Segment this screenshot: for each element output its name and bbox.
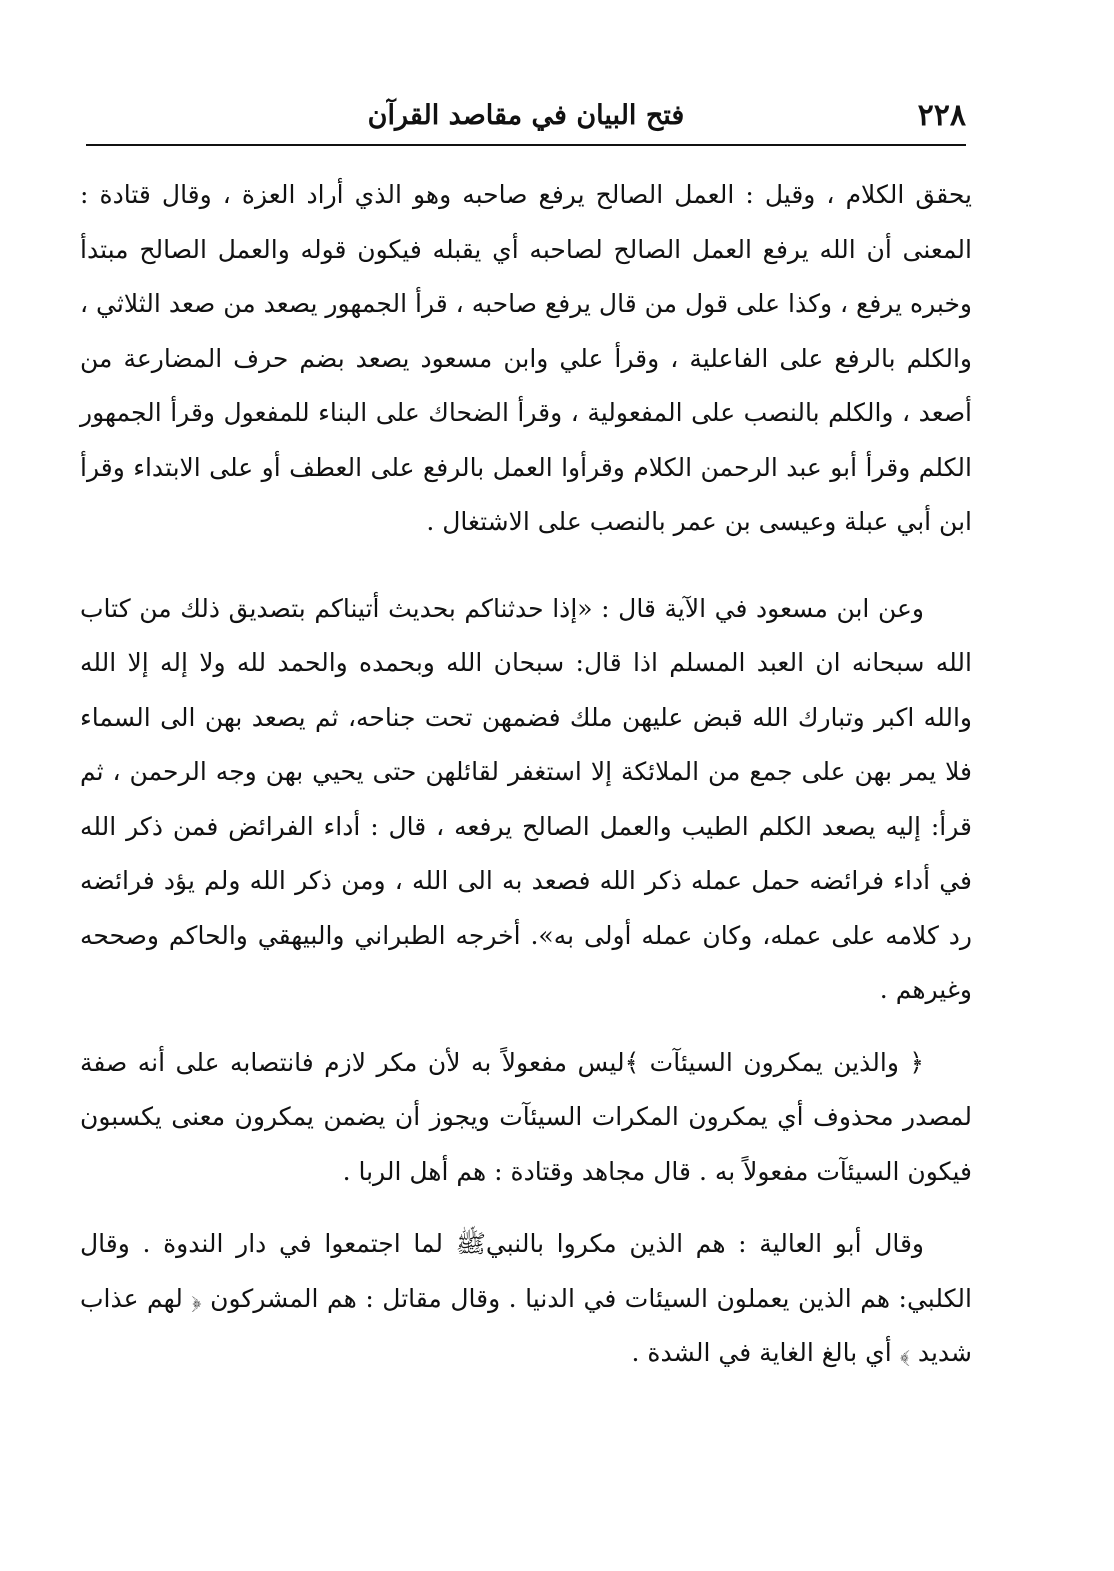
paragraph-2: وعن ابن مسعود في الآية قال : «إذا حدثناكم بحديث أتيناكم بتصديق ذلك من كتاب الله سبحانه ان العبد المسلم اذا قال: سبحان الله وبحمده والحمد لله ولا إله إلا الله والله اكبر وتبارك الله قبض عليهن ملك فضمهن تحت جناحه، ثم يصعد بهن الى السماء فلا يمر بهن على جمع من الملائكة إلا استغفر لقائلهن حتى يحيي بهن وجه الرحمن ، ثم قرأ: إليه يصعد الكلم الطيب والعمل الصالح يرفعه ، قال : أداء الفرائض فمن ذكر الله في أداء فرائضه حمل عمله ذكر الله فصعد به الى الله ، ومن ذكر الله ولم يؤد فرائضه رد كلامه على عمله، وكان عمله أولى به». أخرجه الطبراني والبيهقي والحاكم وصححه وغيرهم . — [80, 593, 972, 1004]
paragraph-4: وقال أبو العالية : هم الذين مكروا بالنبيﷺ لما اجتمعوا في دار الندوة . وقال الكلبي: هم الذين يعملون السيئات في الدنيا . وقال مقاتل : هم المشركون ﴿ لهم عذاب شديد ﴾ أي بالغ الغاية في الشدة . — [80, 1229, 972, 1367]
header-rule — [86, 144, 966, 146]
running-title: فتح البيان في مقاصد القرآن — [367, 100, 685, 131]
page-number: ٢٢٨ — [917, 98, 966, 133]
paragraph-3: ﴿ والذين يمكرون السيئآت ﴾ليس مفعولاً به لأن مكر لازم فانتصابه على أنه صفة لمصدر محذوف أي يمكرون المكرات السيئآت ويجوز أن يضمن يمكرون معنى يكسبون فيكون السيئآت مفعولاً به . قال مجاهد وقتادة : هم أهل الربا . — [80, 1047, 972, 1186]
paragraph-1: يحقق الكلام ، وقيل : العمل الصالح يرفع صاحبه وهو الذي أراد العزة ، وقال قتادة : المعنى أن الله يرفع العمل الصالح لصاحبه أي يقبله فيكون قوله والعمل الصالح مبتدأ وخبره يرفع ، وكذا على قول من قال يرفع صاحبه ، قرأ الجمهور يصعد من صعد الثلاثي ، والكلم بالرفع على الفاعلية ، وقرأ علي وابن مسعود يصعد بضم حرف المضارعة من أصعد ، والكلم بالنصب على المفعولية ، وقرأ الضحاك على البناء للمفعول وقرأ الجمهور الكلم وقرأ أبو عبد الرحمن الكلام وقرأوا العمل بالرفع على العطف أو على الابتداء وقرأ ابن أبي عبلة وعيسى بن عمر بالنصب على الاشتغال . — [80, 180, 972, 536]
main-text — [80, 168, 972, 1381]
page-header — [86, 96, 966, 140]
